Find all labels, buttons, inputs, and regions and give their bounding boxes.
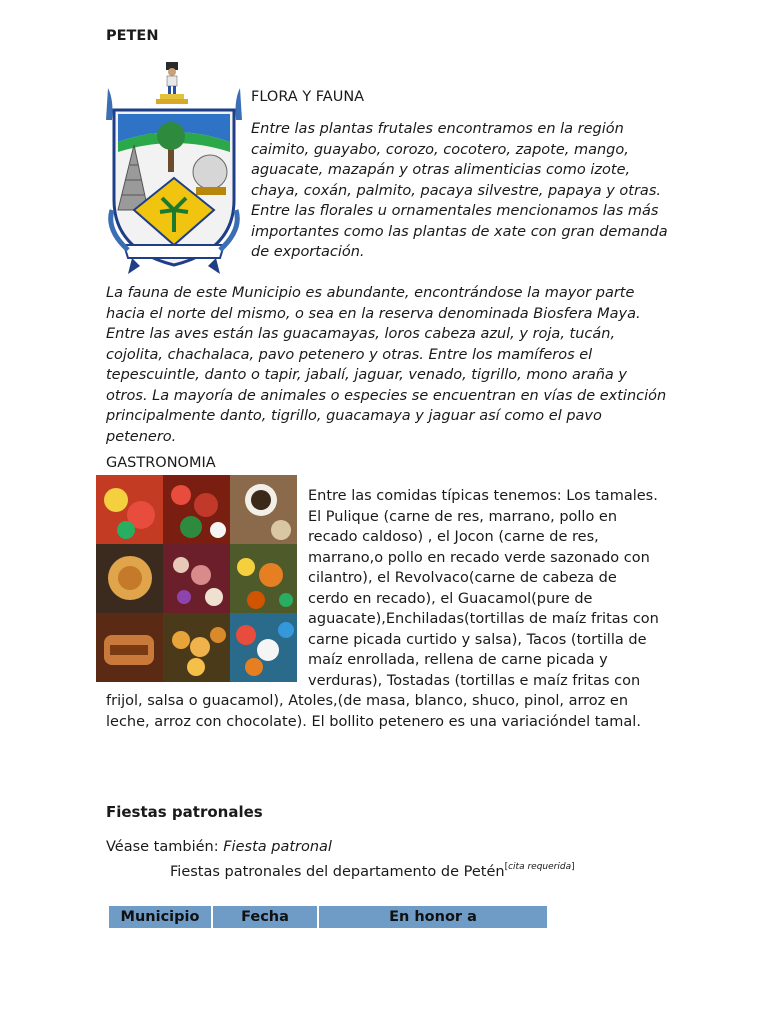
see-also-prefix: Véase también: [106, 839, 224, 855]
flora-heading: FLORA Y FAUNA [251, 89, 365, 105]
page-title: PETEN [106, 28, 159, 44]
table-caption [170, 862, 575, 880]
flora-paragraph: Entre las plantas frutales encontramos en la región caimito, guayabo, corozo, cocotero, zapote, mango, aguacate, mazapán y otras alimenticias como izote, chaya, coxán, palmito, pacaya silvestre, papaya y otras. Entre las florales u ornamentales mencionamos las más importantes como las plantas de xate con gran demanda de exportación. [251, 121, 668, 260]
citation-text: cita requerida [508, 862, 572, 872]
fiestas-table [107, 906, 549, 928]
gastronomia-paragraph: Entre las comidas típicas tenemos: Los tamales. El Pulique (carne de res, marrano, pollo en recado caldoso) , el Jocon (carne de res, marrano,o pollo en recado verde sazonado con cilantro), el Revolvaco(carne de cabeza de cerdo en recado), el Guacamol(pure de aguacate),Enchiladas(tortillas de maíz fritas con carne picada curtido y salsa), Tacos (tortilla de maíz enrollada, rellena de carne picada y verduras), Tostadas (tortillas e maíz fritas con frijol, salsa o guacamol), Atoles,(de masa, blanco, shuco, pinol, arroz en leche, arroz con chocolate). El bollito petenero es una variacióndel tamal. [106, 488, 659, 730]
coat-of-arms-image [104, 60, 244, 278]
gastronomia-heading: GASTRONOMIA [106, 455, 216, 471]
column-header-en-honor-a: En honor a [319, 906, 547, 928]
column-header-fecha: Fecha [213, 906, 317, 928]
fauna-paragraph: La fauna de este Municipio es abundante, encontrándose la mayor parte hacia el norte del mismo, o sea en la reserva denominada Biosfera Maya. Entre las aves están las guacamayas, loros cabeza azul, y roja, tucán, cojolita, chachalaca, pavo petenero y otras. Entre los mamíferos el tepescuintle, danto o tapir, jabalí, jaguar, venado, tigrillo, mono araña y otros. La mayoría de animales o especies se encuentran en vías de extinción principalmente danto, tigrillo, guacamaya y jaguar así como el pavo petenero. [106, 285, 667, 445]
column-header-municipio: Municipio [109, 906, 211, 928]
see-also-line [106, 839, 332, 855]
fiestas-heading: Fiestas patronales [106, 803, 263, 821]
food-collage-image [96, 475, 297, 682]
caption-text: Fiestas patronales del departamento de Petén [170, 864, 505, 880]
citation-note[interactable]: [cita requerida] [504, 862, 575, 872]
table-header-row [109, 906, 547, 928]
see-also-link[interactable]: Fiesta patronal [223, 839, 332, 855]
